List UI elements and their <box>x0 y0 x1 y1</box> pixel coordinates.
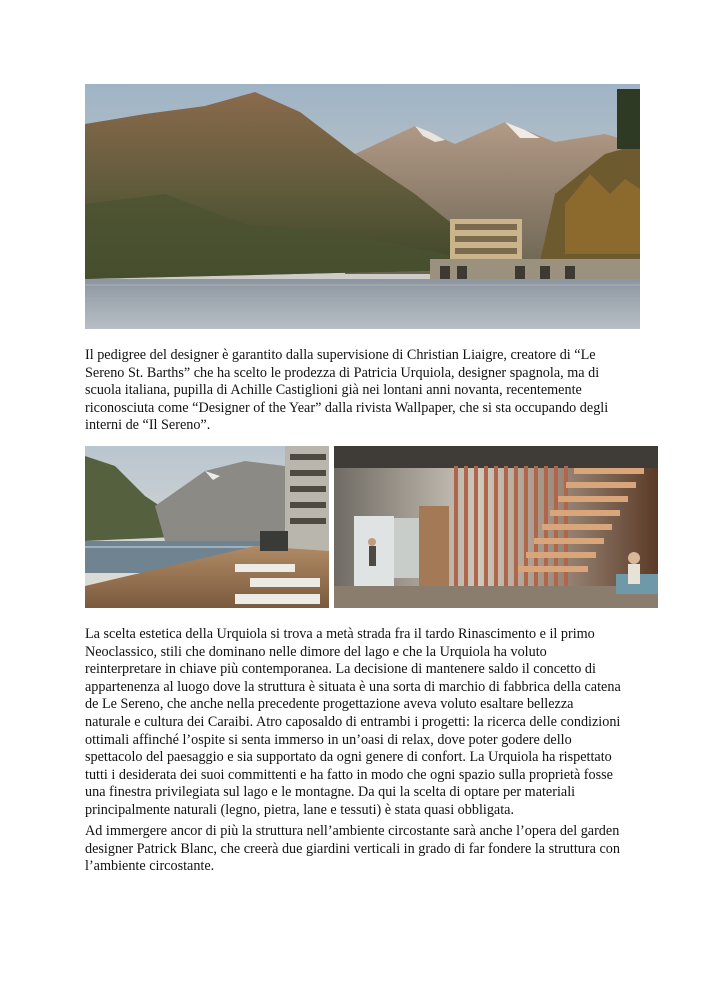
hotel-lake-photo <box>85 84 640 329</box>
paragraph-aesthetic-choice: La scelta estetica della Urquiola si trova a metà strada fra il tardo Rinascimento e il primo Neoclassico, stili che dominano nelle dimore del lago e che la Urquiola ha voluto reinterpretare in chiave più contemporanea. La decisione di mantenere saldo il concetto di appartenenza al luogo dove la struttura è situata è una sorta di marchio di fabbrica della catena de Le Sereno, che anche nella precedente progettazione aveva voluto esaltare bellezza naturale e cultura dei Caraibi. Atro caposaldo di entrambi i progetti: la ricerca delle condizioni ottimali affinché l’ospite si senta immerso in un’oasi di relax, dove poter godere dello spettacolo del paesaggio e sia supportato da ogni genere di confort. La Urquiola ha rispettato tutti i desiderata dei suoi committenti e ha fatto in modo che ogni spazio sulla proprietà fosse una finestra privilegiata sul lago e le montagne. Da qui la scelta di optare per materiali principalmente naturali (legno, pietra, lane e tessuti) è stata quasi obbligata. <box>85 626 621 818</box>
paragraph-vertical-gardens: Ad immergere ancor di più la struttura nell’ambiente circostante sarà anche l’opera del garden designer Patrick Blanc, che creerà due giardini verticali in grado di far fondere la struttura con l’ambiente circostante. <box>85 823 620 875</box>
staircase-interior-photo <box>334 446 658 608</box>
pool-terrace-photo <box>85 446 329 608</box>
paragraph-designer-intro: Il pedigree del designer è garantito dalla supervisione di Christian Liaigre, creatore di “Le Sereno St. Barths” che ha scelto le prodezza di Patricia Urquiola, designer spagnola, ma di scuola italiana, pupilla di Achille Castiglioni già nei lontani anni novanta, recentemente riconosciuta come “Designer of the Year” dalla rivista Wallpaper, che si sta occupando degli interni de “Il Sereno”. <box>85 347 609 434</box>
